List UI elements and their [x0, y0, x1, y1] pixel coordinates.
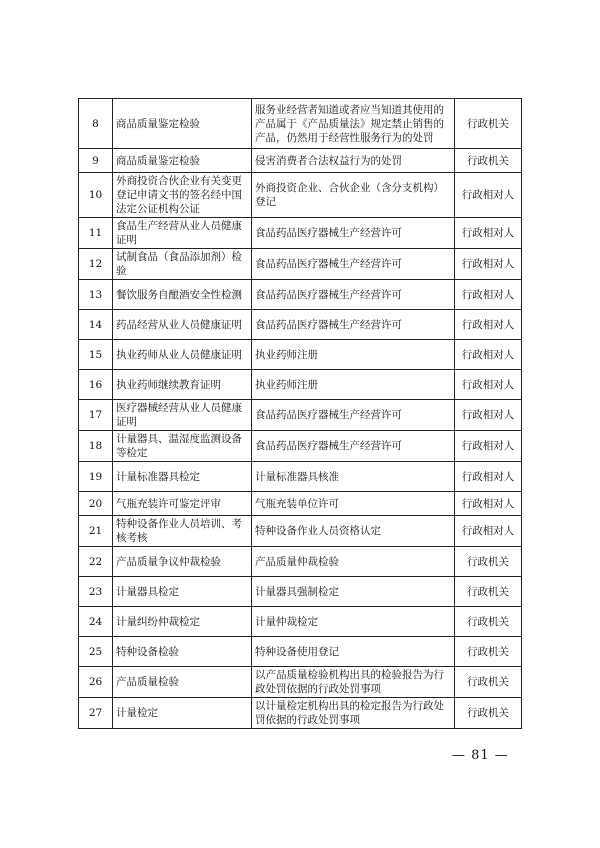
table-row	[79, 637, 522, 667]
item-name: 计量标准器具检定	[113, 462, 252, 492]
table-row	[79, 173, 522, 218]
row-number: 11	[79, 218, 113, 249]
item-agency: 行政相对人	[455, 370, 522, 400]
item-agency: 行政相对人	[455, 310, 522, 340]
item-agency: 行政相对人	[455, 340, 522, 370]
item-agency: 行政机关	[455, 577, 522, 607]
table-row	[79, 400, 522, 431]
item-name: 特种设备检验	[113, 637, 252, 667]
table-row	[79, 667, 522, 698]
row-number: 15	[79, 340, 113, 370]
table-body	[79, 99, 522, 729]
table-row	[79, 249, 522, 280]
item-agency: 行政相对人	[455, 492, 522, 516]
item-basis: 气瓶充装单位许可	[252, 492, 455, 516]
item-basis: 执业药师注册	[252, 370, 455, 400]
item-agency: 行政相对人	[455, 431, 522, 462]
table-row	[79, 310, 522, 340]
item-basis: 计量标准器具核准	[252, 462, 455, 492]
item-name: 试制食品（食品添加剂）检验	[113, 249, 252, 280]
item-name: 商品质量鉴定检验	[113, 99, 252, 149]
table-row	[79, 99, 522, 149]
item-agency: 行政机关	[455, 99, 522, 149]
item-basis: 侵害消费者合法权益行为的处罚	[252, 149, 455, 173]
item-name: 气瓶充装许可鉴定评审	[113, 492, 252, 516]
item-basis: 食品药品医疗器械生产经营许可	[252, 400, 455, 431]
item-agency: 行政机关	[455, 637, 522, 667]
item-agency: 行政机关	[455, 667, 522, 698]
row-number: 10	[79, 173, 113, 218]
item-basis: 食品药品医疗器械生产经营许可	[252, 431, 455, 462]
item-name: 计量检定	[113, 698, 252, 729]
row-number: 17	[79, 400, 113, 431]
item-agency: 行政机关	[455, 547, 522, 577]
table-row	[79, 280, 522, 310]
item-name: 特种设备作业人员培训、考核考核	[113, 516, 252, 547]
row-number: 27	[79, 698, 113, 729]
table-row	[79, 149, 522, 173]
item-name: 计量纠纷仲裁检定	[113, 607, 252, 637]
item-basis: 以产品质量检验机构出具的检验报告为行政处罚依据的行政处罚事项	[252, 667, 455, 698]
item-basis: 食品药品医疗器械生产经营许可	[252, 310, 455, 340]
table-row	[79, 492, 522, 516]
table-row	[79, 516, 522, 547]
item-name: 外商投资合伙企业有关变更登记申请文书的签名经中国法定公证机构公证	[113, 173, 252, 218]
item-name: 产品质量检验	[113, 667, 252, 698]
item-agency: 行政机关	[455, 607, 522, 637]
row-number: 14	[79, 310, 113, 340]
item-name: 药品经营从业人员健康证明	[113, 310, 252, 340]
item-name: 产品质量争议仲裁检验	[113, 547, 252, 577]
item-basis: 食品药品医疗器械生产经营许可	[252, 280, 455, 310]
item-name: 计量器具、温湿度监测设备等检定	[113, 431, 252, 462]
item-agency: 行政相对人	[455, 400, 522, 431]
item-basis: 产品质量仲裁检验	[252, 547, 455, 577]
item-basis: 外商投资企业、合伙企业（含分支机构）登记	[252, 173, 455, 218]
table-row	[79, 340, 522, 370]
item-agency: 行政相对人	[455, 516, 522, 547]
item-name: 执业药师继续教育证明	[113, 370, 252, 400]
item-agency: 行政机关	[455, 698, 522, 729]
row-number: 20	[79, 492, 113, 516]
item-agency: 行政相对人	[455, 249, 522, 280]
item-name: 餐饮服务自酿酒安全性检测	[113, 280, 252, 310]
item-basis: 计量器具强制检定	[252, 577, 455, 607]
item-basis: 执业药师注册	[252, 340, 455, 370]
table-row	[79, 218, 522, 249]
item-basis: 食品药品医疗器械生产经营许可	[252, 249, 455, 280]
item-agency: 行政机关	[455, 149, 522, 173]
item-name: 医疗器械经营从业人员健康证明	[113, 400, 252, 431]
item-agency: 行政相对人	[455, 280, 522, 310]
item-basis: 服务业经营者知道或者应当知道其使用的产品属于《产品质量法》规定禁止销售的产品，仍然用于经营性服务行为的处罚	[252, 99, 455, 149]
item-agency: 行政相对人	[455, 173, 522, 218]
item-agency: 行政相对人	[455, 462, 522, 492]
row-number: 9	[79, 149, 113, 173]
page-number: — 81 —	[452, 748, 509, 763]
item-name: 商品质量鉴定检验	[113, 149, 252, 173]
table-row	[79, 607, 522, 637]
table-row	[79, 431, 522, 462]
item-agency: 行政相对人	[455, 218, 522, 249]
item-basis: 以计量检定机构出具的检定报告为行政处罚依据的行政处罚事项	[252, 698, 455, 729]
items-table	[78, 98, 522, 729]
item-name: 计量器具检定	[113, 577, 252, 607]
row-number: 22	[79, 547, 113, 577]
row-number: 25	[79, 637, 113, 667]
table-row	[79, 462, 522, 492]
item-basis: 食品药品医疗器械生产经营许可	[252, 218, 455, 249]
row-number: 16	[79, 370, 113, 400]
table-row	[79, 547, 522, 577]
item-basis: 计量仲裁检定	[252, 607, 455, 637]
row-number: 21	[79, 516, 113, 547]
item-name: 执业药师从业人员健康证明	[113, 340, 252, 370]
row-number: 19	[79, 462, 113, 492]
row-number: 8	[79, 99, 113, 149]
item-basis: 特种设备使用登记	[252, 637, 455, 667]
row-number: 12	[79, 249, 113, 280]
table-row	[79, 698, 522, 729]
row-number: 23	[79, 577, 113, 607]
row-number: 24	[79, 607, 113, 637]
table-row	[79, 577, 522, 607]
row-number: 18	[79, 431, 113, 462]
table-row	[79, 370, 522, 400]
item-name: 食品生产经营从业人员健康证明	[113, 218, 252, 249]
item-basis: 特种设备作业人员资格认定	[252, 516, 455, 547]
row-number: 13	[79, 280, 113, 310]
row-number: 26	[79, 667, 113, 698]
